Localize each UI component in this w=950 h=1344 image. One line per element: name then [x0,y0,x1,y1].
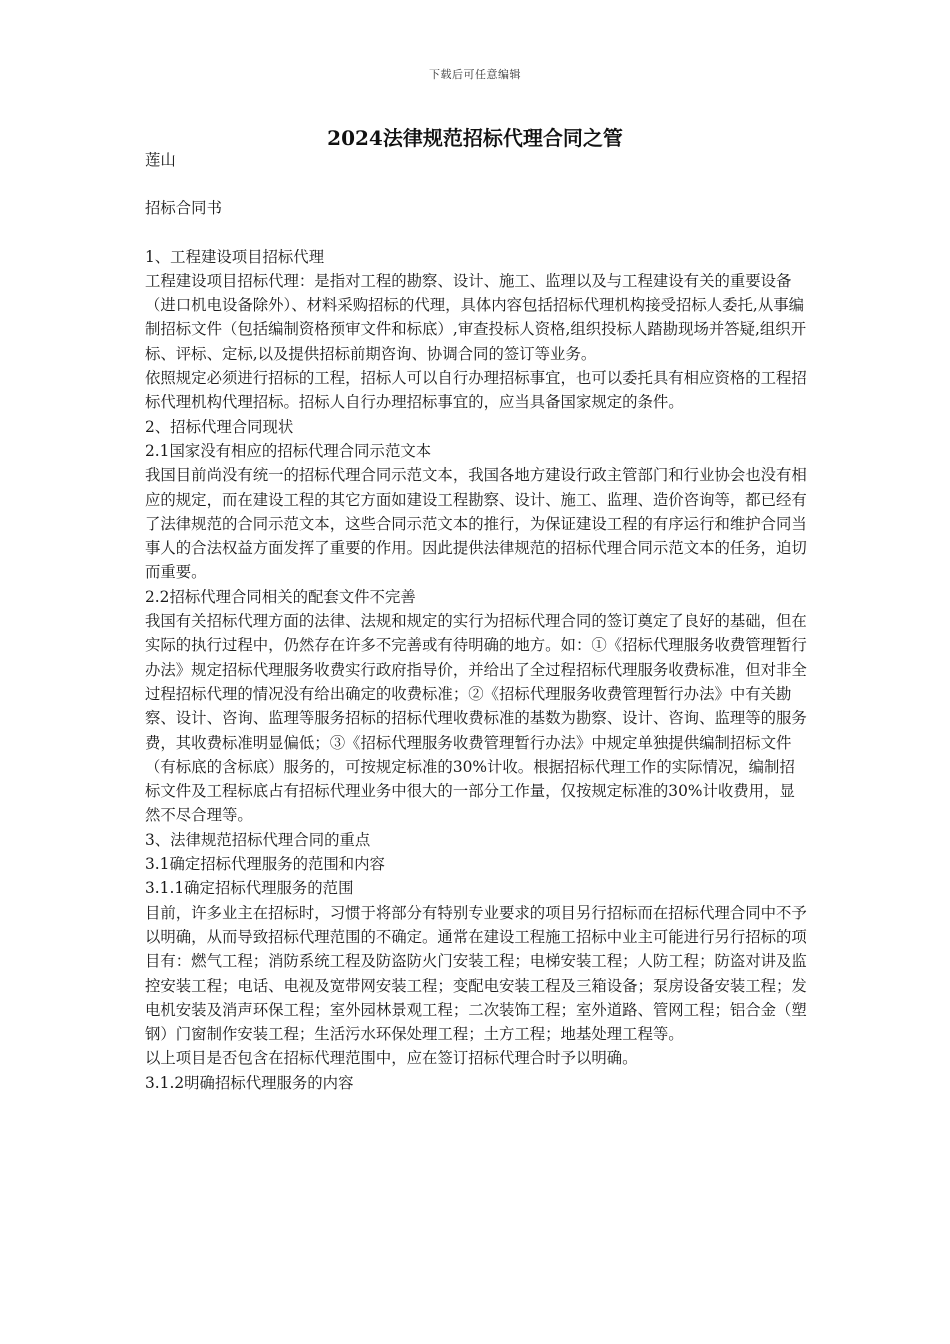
blank-line [145,221,810,245]
blank-line [145,172,810,196]
subsection-heading: 2.1国家没有相应的招标代理合同示范文本 [145,441,432,460]
body-paragraph: 依照规定必须进行招标的工程，招标人可以自行办理招标事宜，也可以委托具有相应资格的工程招标代理机构代理招标。招标人自行办理招标事宜的，应当具备国家规定的条件。 [145,369,807,412]
subsection-heading: 3.1.1确定招标代理服务的范围 [145,879,354,898]
body-paragraph: 目前，许多业主在招标时，习惯于将部分有特别专业要求的项目另行招标而在招标代理合同中不予以明确，从而导致招标代理范围的不确定。通常在建设工程施工招标中业主可能进行另行招标的项目有：燃气工程；消防系统工程及防盗防火门安装工程；电梯安装工程；人防工程；防盗对讲及监控安装工程；电话、电视及宽带网安装工程；变配电安装工程及三箱设备；泵房设备安装工程；发电机安装及消声环保工程；室外园林景观工程；二次装饰工程；室外道路、管网工程；铝合金（塑钢）门窗制作安装工程；生活污水环保处理工程；土方工程；地基处理工程等。 [145,903,807,1044]
subtitle-line: 招标合同书 [145,199,222,218]
author-line: 莲山 [145,151,176,169]
body-paragraph: 我国有关招标代理方面的法律、法规和规定的实行为招标代理合同的签订奠定了良好的基础，但在实际的执行过程中，仍然存在许多不完善或有待明确的地方。如：①《招标代理服务收费管理暂行办法》规定招标代理服务收费实行政府指导价，并给出了全过程招标代理服务收费标准，但对非全过程招标代理的情况没有给出确定的收费标准；②《招标代理服务收费管理暂行办法》中有关勘察、设计、咨询、监理等服务招标的招标代理收费标准的基数为勘察、设计、咨询、监理等的服务费，其收费标准明显偏低；③《招标代理服务收费管理暂行办法》中规定单独提供编制招标文件（有标底的含标底）服务的，可按规定标准的30%计收。根据招标代理工作的实际情况，编制招标文件及工程标底占有招标代理业务中很大的一部分工作量，仅按规定标准的30%计收费用，显然不尽合理等。 [145,612,807,825]
section-heading: 2、招标代理合同现状 [145,417,294,436]
document-body [145,148,810,1095]
subsection-heading: 3.1.2明确招标代理服务的内容 [145,1073,354,1092]
subsection-heading: 2.2招标代理合同相关的配套文件不完善 [145,587,416,606]
body-paragraph: 以上项目是否包含在招标代理范围中，应在签订招标代理合时予以明确。 [145,1049,638,1068]
download-note: 下载后可任意编辑 [429,68,521,81]
section-heading: 1、工程建设项目招标代理 [145,247,325,266]
subsection-heading: 3.1确定招标代理服务的范围和内容 [145,855,385,874]
body-paragraph: 我国目前尚没有统一的招标代理合同示范文本，我国各地方建设行政主管部门和行业协会也没有相应的规定，而在建设工程的其它方面如建设工程勘察、设计、施工、监理、造价咨询等，都已经有了法律规范的合同示范文本，这些合同示范文本的推行，为保证建设工程的有序运行和维护合同当事人的合法权益方面发挥了重要的作用。因此提供法律规范的招标代理合同示范文本的任务，迫切而重要。 [145,466,807,582]
section-heading: 3、法律规范招标代理合同的重点 [145,830,371,849]
document-title: 2024法律规范招标代理合同之管 [327,126,623,150]
body-paragraph: 工程建设项目招标代理：是指对工程的勘察、设计、施工、监理以及与工程建设有关的重要设备（进口机电设备除外）、材料采购招标的代理，具体内容包括招标代理机构接受招标人委托,从事编制招标文件（包括编制资格预审文件和标底）,审查投标人资格,组织投标人踏勘现场并答疑,组织开标、评标、定标,以及提供招标前期咨询、协调合同的签订等业务。 [145,271,807,363]
